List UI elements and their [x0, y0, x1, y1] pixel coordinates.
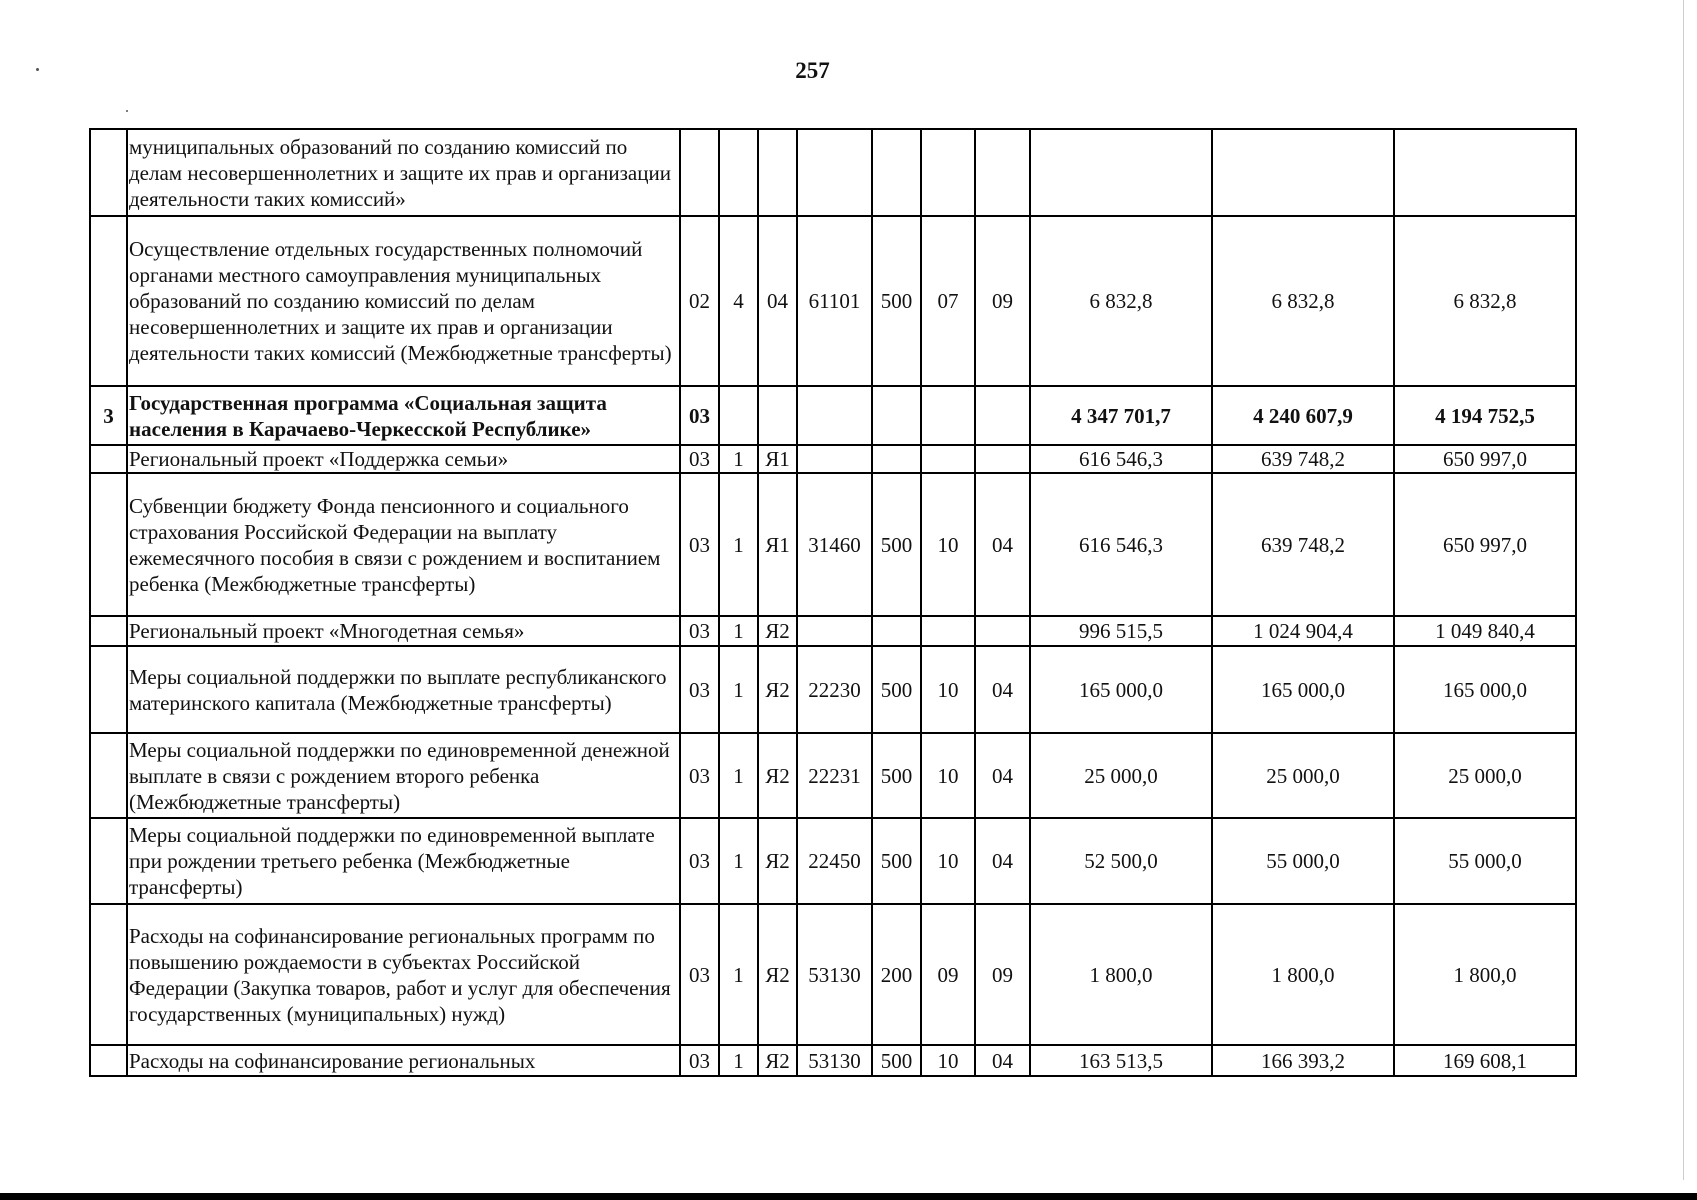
- scan-bottom-border: [0, 1193, 1697, 1200]
- subprogram-code-cell: 1: [719, 616, 758, 646]
- table-row: [90, 904, 1576, 1045]
- subprogram-code-cell: 1: [719, 818, 758, 904]
- direction-code-cell: 22231: [797, 733, 872, 818]
- program-code-cell: 03: [680, 616, 719, 646]
- row-name-cell: Осуществление отдельных государственных полномочий органами местного самоуправления муниципальных образований по созданию комиссий по делам несовершеннолетних и защите их прав и организации деятельности таких комиссий (Межбюджетные трансферты): [127, 216, 680, 386]
- row-name-cell: Государственная программа «Социальная защита населения в Карачаево-Черкесской Республике»: [127, 386, 680, 445]
- row-number-cell: [90, 473, 127, 616]
- row-name-cell: Региональный проект «Многодетная семья»: [127, 616, 680, 646]
- expense-type-cell: [872, 386, 921, 445]
- direction-code-cell: [797, 616, 872, 646]
- program-code-cell: 03: [680, 445, 719, 473]
- expense-type-cell: [872, 129, 921, 216]
- event-code-cell: [758, 129, 797, 216]
- expense-type-cell: [872, 616, 921, 646]
- expense-type-cell: 200: [872, 904, 921, 1045]
- page-number: 257: [795, 58, 830, 83]
- subsection-code-cell: 04: [975, 473, 1030, 616]
- amount-year1-cell: 163 513,5: [1030, 1045, 1212, 1076]
- subsection-code-cell: [975, 616, 1030, 646]
- expense-type-cell: [872, 445, 921, 473]
- amount-year3-cell: 25 000,0: [1394, 733, 1576, 818]
- program-code-cell: 03: [680, 818, 719, 904]
- direction-code-cell: [797, 129, 872, 216]
- subprogram-code-cell: 1: [719, 1045, 758, 1076]
- row-number-cell: [90, 616, 127, 646]
- scan-speck: [126, 110, 128, 112]
- amount-year3-cell: 650 997,0: [1394, 473, 1576, 616]
- row-number-cell: [90, 445, 127, 473]
- amount-year3-cell: 55 000,0: [1394, 818, 1576, 904]
- amount-year2-cell: 166 393,2: [1212, 1045, 1394, 1076]
- row-number-cell: [90, 904, 127, 1045]
- section-code-cell: [921, 129, 975, 216]
- expense-type-cell: 500: [872, 646, 921, 733]
- row-number-cell: [90, 216, 127, 386]
- row-name-cell: Расходы на софинансирование региональных: [127, 1045, 680, 1076]
- event-code-cell: Я2: [758, 904, 797, 1045]
- expense-type-cell: 500: [872, 1045, 921, 1076]
- event-code-cell: Я2: [758, 1045, 797, 1076]
- event-code-cell: Я2: [758, 818, 797, 904]
- subprogram-code-cell: 1: [719, 904, 758, 1045]
- subsection-code-cell: [975, 386, 1030, 445]
- direction-code-cell: 53130: [797, 904, 872, 1045]
- program-code-cell: 03: [680, 733, 719, 818]
- event-code-cell: Я1: [758, 473, 797, 616]
- amount-year3-cell: 1 049 840,4: [1394, 616, 1576, 646]
- row-name-cell: Расходы на софинансирование региональных программ по повышению рождаемости в субъектах Российской Федерации (Закупка товаров, работ и услуг для обеспечения государственных (муниципальных) нужд): [127, 904, 680, 1045]
- subsection-code-cell: 04: [975, 1045, 1030, 1076]
- table-row: [90, 445, 1576, 473]
- row-name-cell: Региональный проект «Поддержка семьи»: [127, 445, 680, 473]
- amount-year2-cell: 639 748,2: [1212, 473, 1394, 616]
- event-code-cell: [758, 386, 797, 445]
- program-code-cell: 03: [680, 904, 719, 1045]
- direction-code-cell: 22230: [797, 646, 872, 733]
- row-number-cell: [90, 646, 127, 733]
- direction-code-cell: 31460: [797, 473, 872, 616]
- amount-year3-cell: 4 194 752,5: [1394, 386, 1576, 445]
- amount-year2-cell: [1212, 129, 1394, 216]
- event-code-cell: Я2: [758, 733, 797, 818]
- amount-year1-cell: 52 500,0: [1030, 818, 1212, 904]
- direction-code-cell: 53130: [797, 1045, 872, 1076]
- amount-year2-cell: 165 000,0: [1212, 646, 1394, 733]
- event-code-cell: Я2: [758, 646, 797, 733]
- amount-year1-cell: 6 832,8: [1030, 216, 1212, 386]
- table-row: [90, 733, 1576, 818]
- row-number-cell: [90, 129, 127, 216]
- amount-year2-cell: 6 832,8: [1212, 216, 1394, 386]
- amount-year3-cell: 165 000,0: [1394, 646, 1576, 733]
- amount-year3-cell: 1 800,0: [1394, 904, 1576, 1045]
- subprogram-code-cell: 4: [719, 216, 758, 386]
- section-code-cell: 10: [921, 733, 975, 818]
- section-code-cell: 10: [921, 1045, 975, 1076]
- subprogram-code-cell: 1: [719, 646, 758, 733]
- amount-year2-cell: 1 800,0: [1212, 904, 1394, 1045]
- subsection-code-cell: [975, 445, 1030, 473]
- row-name-cell: Меры социальной поддержки по выплате республиканского материнского капитала (Межбюджетные трансферты): [127, 646, 680, 733]
- subprogram-code-cell: 1: [719, 733, 758, 818]
- amount-year2-cell: 4 240 607,9: [1212, 386, 1394, 445]
- event-code-cell: Я2: [758, 616, 797, 646]
- row-number-cell: [90, 818, 127, 904]
- amount-year1-cell: 25 000,0: [1030, 733, 1212, 818]
- subsection-code-cell: 04: [975, 818, 1030, 904]
- section-code-cell: 10: [921, 473, 975, 616]
- table-row: [90, 1045, 1576, 1076]
- subprogram-code-cell: [719, 129, 758, 216]
- subsection-code-cell: [975, 129, 1030, 216]
- row-name-cell: Меры социальной поддержки по единовременной выплате при рождении третьего ребенка (Межбюджетные трансферты): [127, 818, 680, 904]
- event-code-cell: 04: [758, 216, 797, 386]
- direction-code-cell: [797, 386, 872, 445]
- direction-code-cell: 61101: [797, 216, 872, 386]
- event-code-cell: Я1: [758, 445, 797, 473]
- row-number-cell: 3: [90, 386, 127, 445]
- subsection-code-cell: 04: [975, 646, 1030, 733]
- amount-year1-cell: 996 515,5: [1030, 616, 1212, 646]
- subprogram-code-cell: [719, 386, 758, 445]
- section-code-cell: 10: [921, 646, 975, 733]
- table-row: [90, 386, 1576, 445]
- table-row: [90, 129, 1576, 216]
- section-code-cell: [921, 445, 975, 473]
- budget-table: [89, 128, 1577, 1077]
- table-row: [90, 473, 1576, 616]
- row-name-cell: Меры социальной поддержки по единовременной денежной выплате в связи с рождением второго ребенка (Межбюджетные трансферты): [127, 733, 680, 818]
- subsection-code-cell: 04: [975, 733, 1030, 818]
- amount-year2-cell: 25 000,0: [1212, 733, 1394, 818]
- amount-year2-cell: 639 748,2: [1212, 445, 1394, 473]
- amount-year3-cell: 6 832,8: [1394, 216, 1576, 386]
- amount-year1-cell: 1 800,0: [1030, 904, 1212, 1045]
- scan-edge-line: [1683, 0, 1684, 1180]
- expense-type-cell: 500: [872, 216, 921, 386]
- section-code-cell: 10: [921, 818, 975, 904]
- amount-year1-cell: 616 546,3: [1030, 445, 1212, 473]
- program-code-cell: 03: [680, 1045, 719, 1076]
- program-code-cell: 03: [680, 646, 719, 733]
- table-row: [90, 616, 1576, 646]
- direction-code-cell: [797, 445, 872, 473]
- table-row: [90, 216, 1576, 386]
- table-row: [90, 818, 1576, 904]
- amount-year3-cell: 650 997,0: [1394, 445, 1576, 473]
- expense-type-cell: 500: [872, 473, 921, 616]
- program-code-cell: 03: [680, 473, 719, 616]
- amount-year1-cell: [1030, 129, 1212, 216]
- amount-year3-cell: 169 608,1: [1394, 1045, 1576, 1076]
- table-row: [90, 646, 1576, 733]
- row-name-cell: муниципальных образований по созданию комиссий по делам несовершеннолетних и защите их прав и организации деятельности таких комиссий»: [127, 129, 680, 216]
- amount-year1-cell: 165 000,0: [1030, 646, 1212, 733]
- section-code-cell: [921, 386, 975, 445]
- row-number-cell: [90, 733, 127, 818]
- section-code-cell: 09: [921, 904, 975, 1045]
- row-number-cell: [90, 1045, 127, 1076]
- subprogram-code-cell: 1: [719, 473, 758, 616]
- row-name-cell: Субвенции бюджету Фонда пенсионного и социального страхования Российской Федерации на выплату ежемесячного пособия в связи с рождением и воспитанием ребенка (Межбюджетные трансферты): [127, 473, 680, 616]
- expense-type-cell: 500: [872, 733, 921, 818]
- section-code-cell: [921, 616, 975, 646]
- direction-code-cell: 22450: [797, 818, 872, 904]
- amount-year2-cell: 1 024 904,4: [1212, 616, 1394, 646]
- section-code-cell: 07: [921, 216, 975, 386]
- amount-year2-cell: 55 000,0: [1212, 818, 1394, 904]
- subsection-code-cell: 09: [975, 904, 1030, 1045]
- program-code-cell: 02: [680, 216, 719, 386]
- amount-year1-cell: 4 347 701,7: [1030, 386, 1212, 445]
- program-code-cell: [680, 129, 719, 216]
- amount-year3-cell: [1394, 129, 1576, 216]
- program-code-cell: 03: [680, 386, 719, 445]
- expense-type-cell: 500: [872, 818, 921, 904]
- amount-year1-cell: 616 546,3: [1030, 473, 1212, 616]
- subsection-code-cell: 09: [975, 216, 1030, 386]
- subprogram-code-cell: 1: [719, 445, 758, 473]
